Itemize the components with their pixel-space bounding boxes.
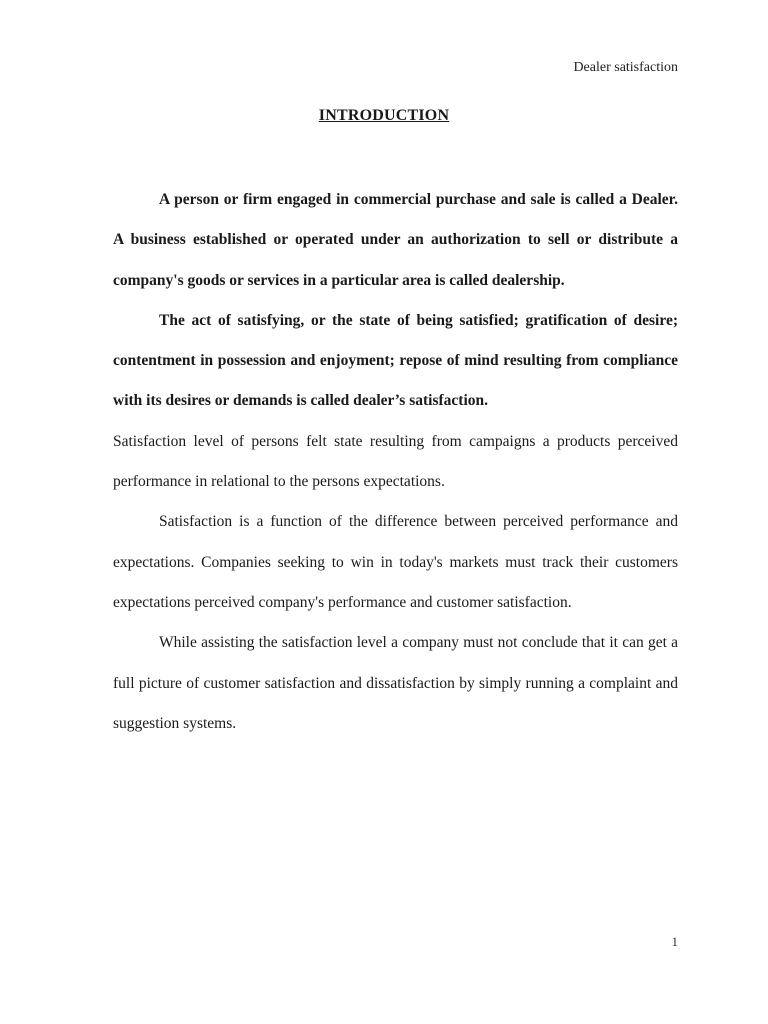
section-title: INTRODUCTION (318, 107, 450, 124)
paragraph-complaint-systems: While assisting the satisfaction level a company must not conclude that it can get a full picture of customer satisfaction and dissatisfaction by simply running a complaint and suggestion systems. (113, 634, 678, 732)
paragraph-satisfaction-function: Satisfaction is a function of the difference between perceived performance and expectations. Companies seeking to win in today's markets must track their customers expectations perceived company's performance and customer satisfaction. (113, 513, 678, 611)
page-number: 1 (671, 934, 678, 949)
document-body (113, 180, 678, 744)
paragraph-satisfaction-definition: The act of satisfying, or the state of being satisfied; gratification of desire; contentment in possession and enjoyment; repose of mind resulting from compliance with its desires or demands is called dealer’s satisfaction. (113, 311, 678, 410)
running-header: Dealer satisfaction (573, 60, 678, 75)
paragraph-satisfaction-level: Satisfaction level of persons felt state resulting from campaigns a products perceived performance in relational to the persons expectations. (113, 432, 678, 491)
paragraph-dealer-definition: A person or firm engaged in commercial purchase and sale is called a Dealer. A business established or operated under an authorization to sell or distribute a company's goods or services in a particular area is called dealership. (113, 191, 678, 289)
